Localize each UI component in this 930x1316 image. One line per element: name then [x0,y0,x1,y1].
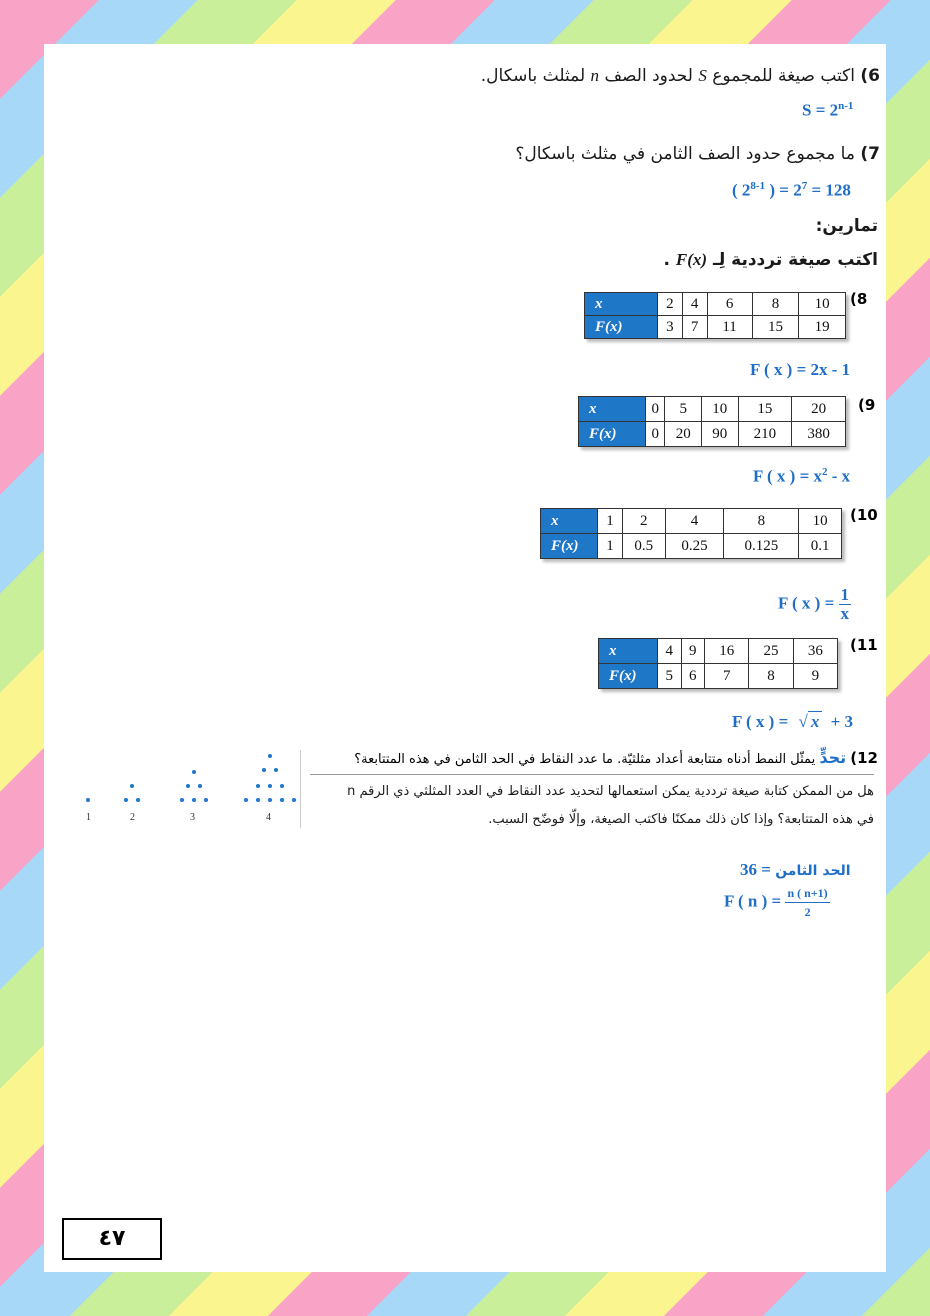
table-cell: 4 [665,509,724,534]
table-cell: 10 [701,397,738,422]
answer-7: ( 2$^{8-1}$ ) = $2^7 = 128$ [732,180,851,200]
exercises-instruction: اكتب صيغة ترددية لِـ F(x) . [663,250,878,270]
table-cell: 8 [724,509,799,534]
row-header-x: x [579,397,646,422]
table-10 [540,508,842,559]
question-12-line2: هل من الممكن كتابة صيغة ترددية يمكن استعمالها لتحديد عدد النقاط في العدد المثلثي ذي الرقم n [347,784,874,799]
exercises-heading: تمارين: [815,216,878,236]
table-9 [578,396,846,447]
row-header-fx: F(x) [541,534,598,559]
table-cell: 210 [738,422,792,447]
table-cell: 7 [705,664,749,689]
figure-label: 3 [190,812,195,823]
table-cell: 0.125 [724,534,799,559]
question-text: يمثّل النمط أدناه متتابعة أعداد مثلثيّة. ما عدد النقاط في الحد الثامن في هذه المتتابعة؟ [354,752,816,767]
figure-label: 4 [266,812,271,823]
table-cell: 15 [752,316,799,339]
table-row [585,293,846,316]
table-cell: 90 [701,422,738,447]
table-cell: 3 [658,316,683,339]
table-cell: 0.1 [799,534,842,559]
table-cell: 0.5 [623,534,666,559]
exercise-number: (9 [858,396,876,414]
exercise-number: (8 [850,290,868,308]
table-cell: 11 [707,316,752,339]
table-cell: 6 [707,293,752,316]
question-12-header [310,748,878,767]
answer-8: F ( x ) = 2x - 1 [750,360,851,379]
fraction: $\frac{n ( n+1)}{2}$ [787,886,828,919]
row-header-fx: F(x) [585,316,658,339]
exercise-number: (11 [850,636,878,654]
table-cell: 5 [658,664,682,689]
row-header-x: x [599,639,658,664]
answer-12-eighth-term: الحد الثامن = 36 [740,860,851,879]
table-cell: 10 [799,509,842,534]
table-cell: 0.25 [665,534,724,559]
question-text: اكتب صيغة للمجموع [712,66,855,86]
divider-line [310,774,874,775]
table-row [579,397,846,422]
table-cell: 1 [598,534,623,559]
row-header-fx: F(x) [579,422,646,447]
table-11 [598,638,838,689]
table-cell: 4 [658,639,682,664]
table-row [599,639,838,664]
figure-label: 1 [86,812,91,823]
row-header-fx: F(x) [599,664,658,689]
table-cell: 6 [681,664,705,689]
table-cell: 1 [598,509,623,534]
variable-s: S [698,66,707,85]
square-root-icon: √ [798,712,808,731]
table-row [599,664,838,689]
table-cell: 8 [752,293,799,316]
answer-11: F ( x ) = √ x + 3 [732,712,854,731]
question-number: 6) [860,66,880,86]
page-number: ٤٧ [62,1218,162,1260]
row-header-x: x [585,293,658,316]
answer-9: F ( x ) = $x^2$ - x [753,466,851,486]
figure-label: 2 [130,812,135,823]
table-cell: 5 [665,397,702,422]
table-row [541,534,842,559]
variable-n: n [590,66,600,85]
table-cell: 20 [665,422,702,447]
table-cell: 19 [799,316,846,339]
table-cell: 0 [646,422,665,447]
triangular-numbers-figure [74,750,301,828]
question-text: لحدود الصف [604,66,693,86]
table-row [579,422,846,447]
table-cell: 20 [792,397,846,422]
challenge-tag: تحدٍّ [819,748,847,767]
table-cell: 36 [793,639,837,664]
table-cell: 9 [681,639,705,664]
question-7 [360,144,880,164]
table-cell: 4 [682,293,707,316]
question-number: 12) [850,749,878,767]
table-cell: 25 [749,639,793,664]
question-12-line3: في هذه المتتابعة؟ وإذا كان ذلك ممكنًا فاكتب الصيغة، وإلّا فوضّح السبب. [488,812,874,827]
table-8 [584,292,846,339]
answer-12-formula: F ( n ) = $\frac{n ( n+1)}{2}$ [724,886,828,919]
table-cell: 16 [705,639,749,664]
answer-6: $S = 2^{n-1}$ [802,100,854,120]
table-cell: 10 [799,293,846,316]
table-cell: 8 [749,664,793,689]
table-row [585,316,846,339]
question-text: ما مجموع حدود الصف الثامن في مثلث باسكال؟ [515,144,855,164]
table-cell: 2 [658,293,683,316]
table-cell: 9 [793,664,837,689]
row-header-x: x [541,509,598,534]
question-6 [360,66,880,86]
table-cell: 7 [682,316,707,339]
table-cell: 380 [792,422,846,447]
table-cell: 15 [738,397,792,422]
table-cell: 2 [623,509,666,534]
table-cell: 0 [646,397,665,422]
exercise-number: (10 [850,506,878,524]
question-text: لمثلث باسكال. [480,66,586,86]
fraction: $\frac{1}{x}$ [840,585,850,623]
answer-10: F ( x ) = $\frac{1}{x}$ [778,585,850,623]
table-row [541,509,842,534]
question-number: 7) [860,144,880,164]
